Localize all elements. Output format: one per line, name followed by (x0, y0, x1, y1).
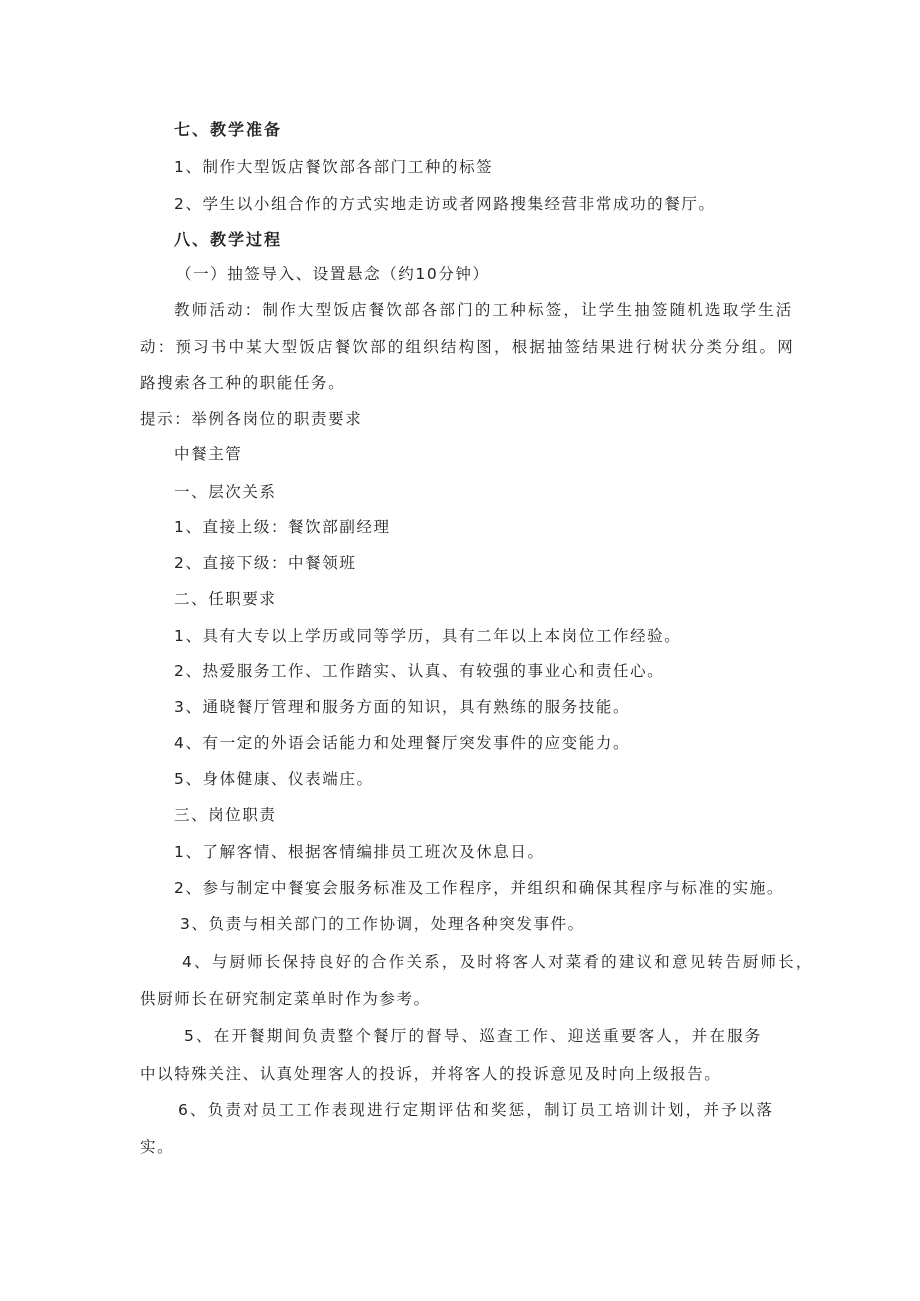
relation-item-1: 1、直接上级：餐饮部副经理 (174, 518, 391, 536)
relation-item-2: 2、直接下级：中餐领班 (174, 554, 357, 572)
duty-item-5-line-1: 5、在开餐期间负责整个餐厅的督导、巡查工作、迎送重要客人，并在服务 (184, 1027, 763, 1045)
requirements-heading: 二、任职要求 (174, 590, 277, 608)
step-title: （一）抽签导入、设置悬念（约10分钟） (176, 265, 490, 283)
duty-item-1: 1、了解客情、根据客情编排员工班次及休息日。 (174, 843, 545, 861)
duty-item-6-line-2: 实。 (140, 1138, 175, 1156)
prep-item-1: 1、制作大型饭店餐饮部各部门工种的标签 (174, 158, 494, 176)
duty-item-3: 3、负责与相关部门的工作协调，处理各种突发事件。 (180, 915, 585, 933)
duty-item-4-line-2: 供厨师长在研究制定菜单时作为参考。 (140, 990, 431, 1008)
duty-item-5-line-2: 中以特殊关注、认真处理客人的投诉，并将客人的投诉意见及时向上级报告。 (140, 1065, 722, 1083)
teacher-activity-line-3: 路搜索各工种的职能任务。 (140, 374, 346, 392)
role-title: 中餐主管 (174, 445, 243, 463)
requirement-item-3: 3、通晓餐厅管理和服务方面的知识，具有熟练的服务技能。 (174, 698, 631, 716)
section-title-prep: 七、教学准备 (174, 120, 283, 139)
requirement-item-1: 1、具有大专以上学历或同等学历，具有二年以上本岗位工作经验。 (174, 627, 682, 645)
relation-heading: 一、层次关系 (174, 483, 277, 501)
teacher-activity-line-2: 动：预习书中某大型饭店餐饮部的组织结构图，根据抽签结果进行树状分类分组。网 (140, 338, 795, 356)
duty-item-6-line-1: 6、负责对员工工作表现进行定期评估和奖惩，制订员工培训计划，并予以落 (178, 1101, 775, 1119)
requirement-item-5: 5、身体健康、仪表端庄。 (174, 770, 374, 788)
teacher-activity-line-1: 教师活动：制作大型饭店餐饮部各部门的工种标签，让学生抽签随机选取学生活 (174, 301, 794, 319)
requirement-item-4: 4、有一定的外语会话能力和处理餐厅突发事件的应变能力。 (174, 734, 631, 752)
duty-item-2: 2、参与制定中餐宴会服务标准及工作程序，并组织和确保其程序与标准的实施。 (174, 879, 784, 897)
hint-text: 提示：举例各岗位的职责要求 (140, 410, 363, 428)
duty-item-4-line-1: 4、与厨师长保持良好的合作关系，及时将客人对菜肴的建议和意见转告厨师长， (182, 953, 814, 971)
duties-heading: 三、岗位职责 (174, 806, 277, 824)
section-title-process: 八、教学过程 (174, 230, 283, 249)
prep-item-2: 2、学生以小组合作的方式实地走访或者网路搜集经营非常成功的餐厅。 (174, 195, 716, 213)
requirement-item-2: 2、热爱服务工作、工作踏实、认真、有较强的事业心和责任心。 (174, 662, 665, 680)
